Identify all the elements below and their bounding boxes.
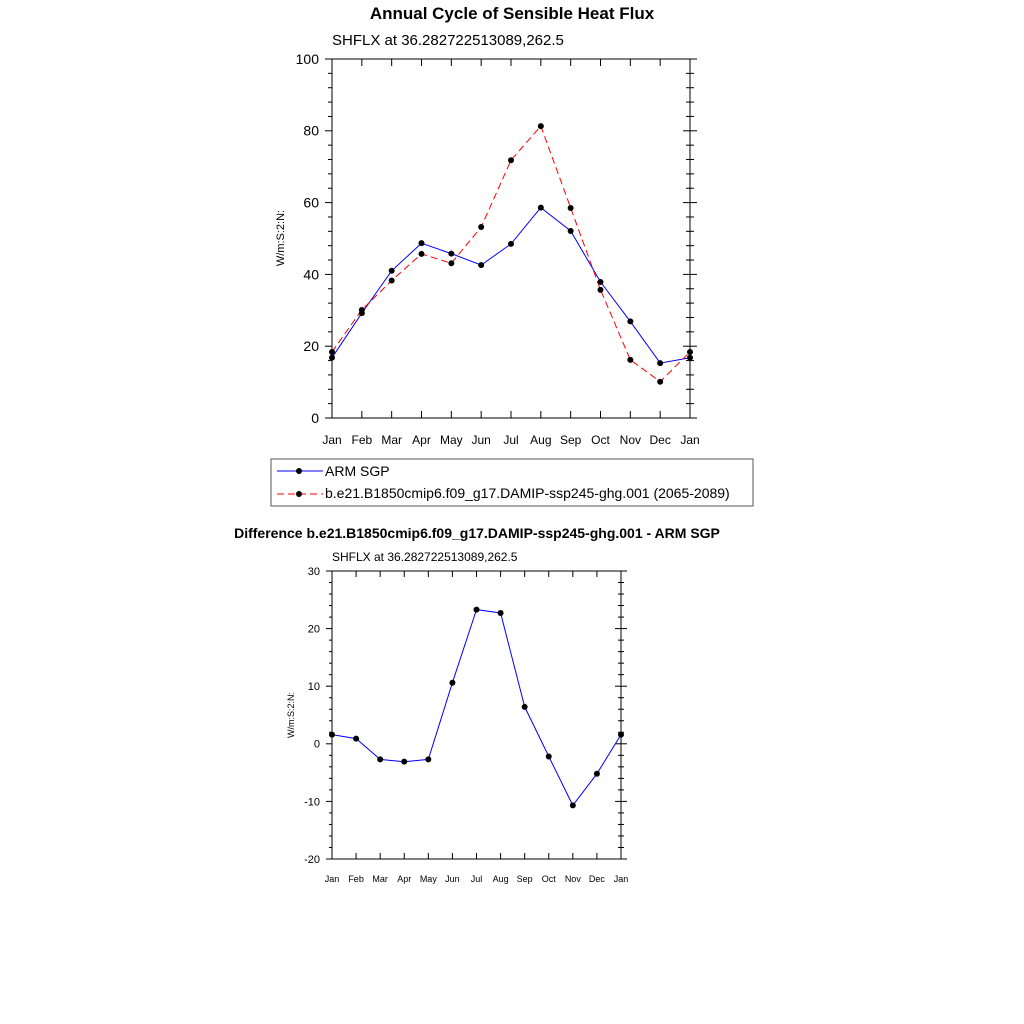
series-line-0: [332, 208, 690, 364]
annual-cycle-chart: [275, 4, 700, 447]
difference-axis-ticks: [304, 566, 628, 884]
legend-label-model: b.e21.B1850cmip6.f09_g17.DAMIP-ssp245-ghg.001 (2065-2089): [325, 485, 730, 501]
y-tick-label: 80: [303, 122, 319, 139]
data-point-series-0: [401, 759, 407, 765]
x-tick-label: Apr: [397, 874, 412, 884]
x-tick-label: Sep: [516, 874, 533, 884]
x-tick-label: Jan: [613, 874, 629, 884]
y-tick-label: 30: [307, 565, 320, 578]
x-tick-label: Nov: [619, 433, 642, 447]
difference-chart: [234, 525, 720, 884]
y-tick-label: 0: [311, 409, 319, 426]
x-tick-label: Dec: [588, 874, 605, 884]
chart-title: Annual Cycle of Sensible Heat Flux: [369, 4, 655, 23]
x-tick-label: Jan: [680, 433, 700, 447]
data-point-series-0: [618, 732, 624, 738]
x-tick-label: May: [419, 874, 437, 884]
x-tick-label: May: [439, 433, 463, 447]
data-point-series-0: [449, 680, 455, 686]
data-point-series-1: [657, 379, 663, 385]
data-point-series-0: [353, 736, 359, 742]
difference-plot-frame: [332, 571, 621, 859]
series-line-1: [332, 126, 690, 382]
y-tick-label: -20: [304, 853, 320, 866]
data-point-series-0: [570, 802, 576, 808]
data-point-series-1: [508, 157, 514, 163]
y-tick-label: 100: [295, 50, 319, 67]
data-point-series-0: [508, 241, 514, 247]
x-tick-label: Jul: [503, 433, 519, 447]
x-tick-label: Oct: [541, 874, 556, 884]
data-point-series-0: [498, 610, 504, 616]
x-tick-label: Sep: [559, 433, 582, 447]
difference-chart-subtitle: SHFLX at 36.282722513089,262.5: [332, 550, 518, 564]
data-point-series-1: [389, 278, 395, 284]
x-tick-label: Mar: [381, 433, 403, 447]
axis-ticks: [296, 51, 700, 447]
legend-marker-arm-sgp: [296, 468, 302, 474]
x-tick-label: Dec: [649, 433, 671, 447]
legend-label-arm-sgp: ARM SGP: [325, 463, 390, 479]
data-point-series-0: [546, 753, 552, 759]
x-tick-label: Jun: [471, 433, 491, 447]
data-point-series-0: [474, 607, 480, 613]
y-axis-label: W/m:S:2:N:: [275, 209, 287, 267]
x-tick-label: Apr: [412, 433, 431, 447]
x-tick-label: Jan: [324, 874, 340, 884]
x-tick-label: Jun: [445, 874, 460, 884]
x-tick-label: Jan: [322, 433, 342, 447]
x-tick-label: Aug: [492, 874, 509, 884]
data-point-series-1: [538, 123, 544, 129]
y-tick-label: -10: [304, 796, 320, 809]
series-line-0: [332, 610, 621, 806]
data-point-series-0: [377, 756, 383, 762]
data-point-series-0: [687, 355, 693, 361]
data-point-series-1: [448, 260, 454, 266]
data-point-series-0: [594, 771, 600, 777]
data-point-series-0: [478, 262, 484, 268]
x-tick-label: Feb: [348, 874, 364, 884]
legend-marker-model: [296, 491, 302, 497]
y-tick-label: 20: [307, 623, 320, 636]
y-tick-label: 20: [303, 338, 319, 355]
data-point-series-0: [538, 205, 544, 211]
y-tick-label: 60: [303, 194, 319, 211]
x-tick-label: Jul: [470, 874, 483, 884]
x-tick-label: Nov: [564, 874, 581, 884]
data-point-series-0: [329, 732, 335, 738]
data-point-series-1: [478, 224, 484, 230]
data-point-series-1: [627, 357, 633, 363]
data-point-series-0: [329, 355, 335, 361]
data-point-series-0: [568, 228, 574, 234]
data-point-series-0: [425, 756, 431, 762]
y-tick-label: 10: [307, 681, 320, 694]
data-point-series-1: [419, 251, 425, 257]
data-point-series-0: [448, 251, 454, 257]
x-tick-label: Oct: [591, 433, 610, 447]
data-point-series-1: [598, 287, 604, 293]
data-point-series-1: [687, 349, 693, 355]
difference-y-axis-label: W/m:S:2:N:: [286, 691, 296, 739]
data-point-series-1: [568, 205, 574, 211]
data-point-series-0: [522, 704, 528, 710]
y-tick-label: 0: [313, 738, 320, 751]
data-point-series-0: [627, 318, 633, 324]
data-point-series-1: [359, 307, 365, 313]
data-point-series-0: [657, 360, 663, 366]
chart-subtitle: SHFLX at 36.282722513089,262.5: [332, 32, 564, 49]
y-tick-label: 40: [303, 266, 319, 283]
x-tick-label: Feb: [351, 433, 373, 447]
data-point-series-0: [419, 240, 425, 246]
difference-chart-title: Difference b.e21.B1850cmip6.f09_g17.DAMIP-ssp245-ghg.001 - ARM SGP: [234, 525, 720, 541]
series-layer: [329, 123, 693, 385]
difference-series-layer: [329, 607, 624, 809]
data-point-series-1: [329, 349, 335, 355]
legend: [271, 459, 753, 506]
data-point-series-0: [389, 268, 395, 274]
x-tick-label: Mar: [372, 874, 388, 884]
data-point-series-0: [598, 279, 604, 285]
x-tick-label: Aug: [530, 433, 552, 447]
